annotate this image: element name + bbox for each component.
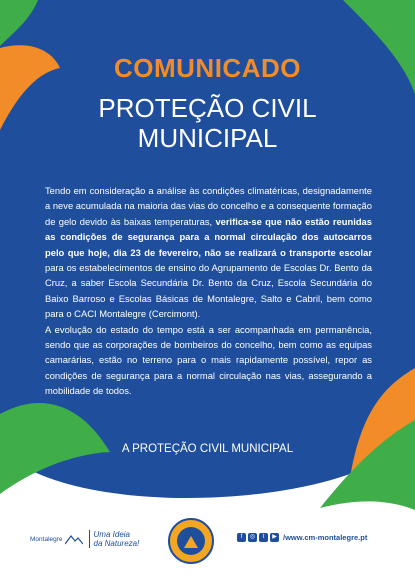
slogan (89, 530, 140, 548)
seal-triangle-icon (184, 536, 198, 548)
facebook-icon[interactable]: f (237, 533, 246, 542)
social-links (237, 533, 367, 542)
municipality-name: Montalegre (30, 535, 63, 543)
mountain-logo-icon (65, 533, 83, 545)
announcement-body (45, 183, 372, 399)
paragraph-1-highlight: verifica-se que não estão reunidas as condições de segurança para a normal circulação dos autocarros pelo que hoje, dia 23 de fevereiro, não se realizará o transporte escolar (45, 215, 372, 258)
website-link[interactable]: /www.cm-montalegre.pt (283, 533, 368, 542)
main-title-line-1: PROTEÇÃO CIVIL (98, 93, 317, 123)
main-title (0, 93, 415, 153)
youtube-icon[interactable]: ▶ (270, 533, 279, 542)
paragraph-1-outro: para os estabelecimentos de ensino do Agrupamento de Escolas Dr. Bento da Cruz, a saber Escola Secundária Dr. Bento da Cruz, Escola Secundária do Baixo Barroso e Escolas Básicas de Montalegre, Salto e Cabril, bem como para o CACI Montalegre (Cercimont). (45, 262, 372, 320)
signature: A PROTEÇÃO CIVIL MUNICIPAL (121, 443, 294, 455)
paragraph-1-intro: Tendo em consideração a análise às condições climatéricas, designadamente a neve acumulada na maioria das vias do concelho e a consequente formação de gelo devido às baixas temperaturas, (45, 185, 372, 227)
municipality-logo[interactable] (30, 530, 139, 548)
slogan-line-2: da Natureza! (93, 539, 140, 548)
slogan-line-1: Uma Ideia (93, 530, 130, 539)
main-title-line-2: MUNICIPAL (137, 123, 278, 153)
decoration-green-top-left (0, 0, 40, 48)
instagram-icon[interactable]: ◎ (249, 534, 256, 540)
decoration-green-bottom-right (300, 420, 415, 510)
civil-protection-seal-icon (168, 518, 214, 564)
kicker-title: COMUNICADO (114, 53, 301, 83)
paragraph-1 (45, 183, 372, 322)
paragraph-2: A evolução do estado do tempo está a ser acompanhada em permanência, sendo que as corporações de bombeiros do concelho, bem como as equipas camarárias, estão no terreno para o mais rapidamente possível, repor as condições de segurança para a normal circulação nas vias, assegurando a mobilidade de todos. (45, 323, 372, 397)
twitter-icon[interactable]: t (259, 533, 268, 542)
